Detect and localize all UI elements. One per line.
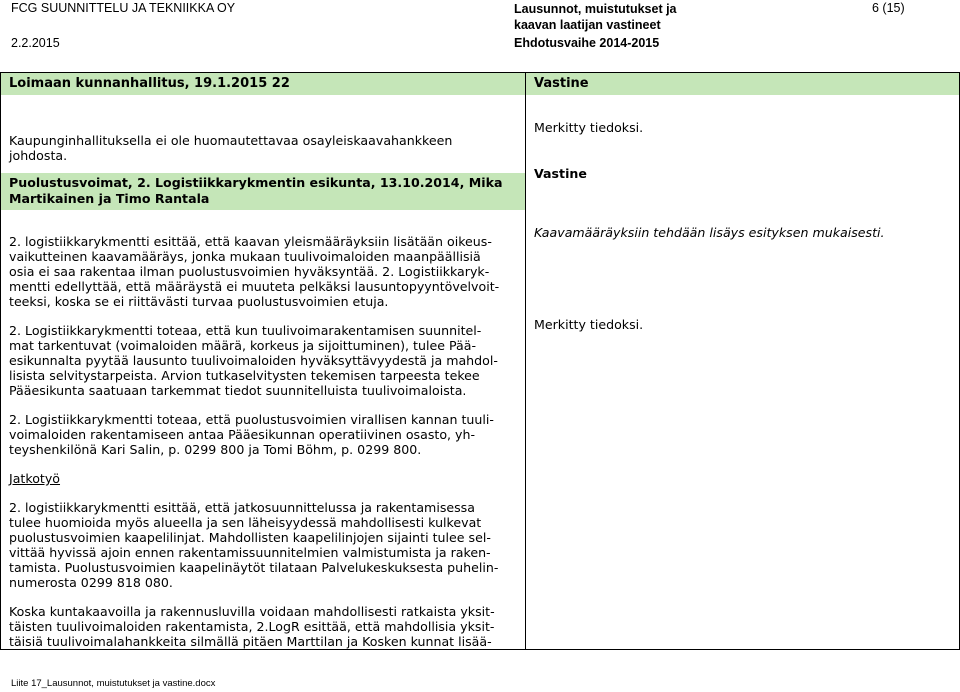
reply-text: Merkitty tiedoksi. — [534, 317, 644, 332]
doc-date: 2.2.2015 — [11, 36, 60, 50]
comment-paragraph: 2. Logistiikkarykmentti toteaa, että puolustusvoimien virallisen kannan tuuli- voimaloiden rakentamiseen antaa Pääesikunnan operatiivinen osasto, yh- teyshenkilönä Kari Salin, p. 0299 800 ja Tomi Böhm, p. 0299 800. — [9, 412, 494, 457]
section-heading-bar — [1, 173, 525, 210]
comment-text: Kaupunginhallituksella ei ole huomautettavaa osayleiskaavahankkeen johdosta. — [9, 133, 453, 163]
doc-title-line2: kaavan laatijan vastineet — [514, 18, 661, 32]
footer-filename: Liite 17_Lausunnot, muistutukset ja vastine.docx — [11, 678, 216, 689]
vastine-heading: Vastine — [534, 166, 587, 181]
vastine-heading-bar — [526, 73, 959, 95]
page-header — [0, 0, 960, 58]
vastine-heading: Vastine — [534, 73, 959, 95]
page-number: 6 (15) — [872, 1, 905, 15]
comment-paragraph: Koska kuntakaavoilla ja rakennusluvilla voidaan mahdollisesti ratkaista yksit- täisten tuulivoimaloiden rakentamista, 2.LogR esittää, että mahdollisia yksit- täisiä tuulivoimalahankkeita silmällä pitäen Marttilan ja Kosken kunnat lisää- — [9, 604, 495, 649]
section-heading: Loimaan kunnanhallitus, 19.1.2015 22 — [9, 73, 525, 95]
table-row — [1, 73, 960, 650]
reply-text: Merkitty tiedoksi. — [534, 120, 644, 135]
section-heading: Puolustusvoimat, 2. Logistiikkarykmentin esikunta, 13.10.2014, Mika Martikainen ja Timo Rantala — [9, 175, 503, 206]
reply-cell — [526, 73, 960, 650]
comment-cell — [1, 73, 526, 650]
comment-paragraph: 2. logistiikkarykmentti esittää, että jatkosuunnittelussa ja rakentamisessa tulee huomioida myös alueella ja sen läheisyydessä mahdollisesti kulkevat puolustusvoimien kaapelilinjat. Mahdollisten kaapelilinjojen sijainti tulee sel- vittää hyvissä ajoin ennen rakentamissuunnitelmien valmistumista ja raken- tamista. Puolustusvoimien kaapelinäytöt tilataan Palvelukeskuksesta puhelin- numerosta 0299 818 080. — [9, 500, 499, 590]
doc-title — [514, 1, 677, 33]
org-name: FCG SUUNNITTELU JA TEKNIIKKA OY — [11, 1, 236, 15]
doc-phase: Ehdotusvaihe 2014-2015 — [514, 36, 660, 50]
reply-text: Kaavamääräyksiin tehdään lisäys esityksen mukaisesti. — [534, 225, 885, 240]
comment-paragraph: 2. Logistiikkarykmentti toteaa, että kun tuulivoimarakentamisen suunnitel- mat tarkentuvat (voimaloiden määrä, korkeus ja sijoittuminen), tulee Pää- esikunnalta pyytää lausunto tuulivoimaloiden hyväksyttävyydestä ja mahdol- lisista selvitystarpeista. Arvion tutkaselvitysten tekemisen tarpeesta tekee Pääesikunta saatuaan tarkemmat tiedot suunnitelluista tuulivoimaloista. — [9, 323, 498, 398]
comments-table — [0, 72, 960, 650]
doc-title-line1: Lausunnot, muistutukset ja — [514, 2, 677, 16]
subheading-jatkotyo: Jatkotyö — [9, 471, 61, 486]
comment-paragraph: 2. logistiikkarykmentti esittää, että kaavan yleismääräyksiin lisätään oikeus- vaikutteinen kaavamääräys, jonka mukaan tuulivoimaloiden maanpäällisiä osia ei saa rakentaa ilman puolustusvoimien hyväksyntää. 2. Logistiikkaryk- mentti edellyttää, että määräystä ei muuteta pelkäksi lausuntopyyntövelvoit- teeksi, koska se ei riittävästi turvaa puolustusvoimien etuja. — [9, 234, 500, 309]
section-heading-bar — [1, 73, 525, 95]
